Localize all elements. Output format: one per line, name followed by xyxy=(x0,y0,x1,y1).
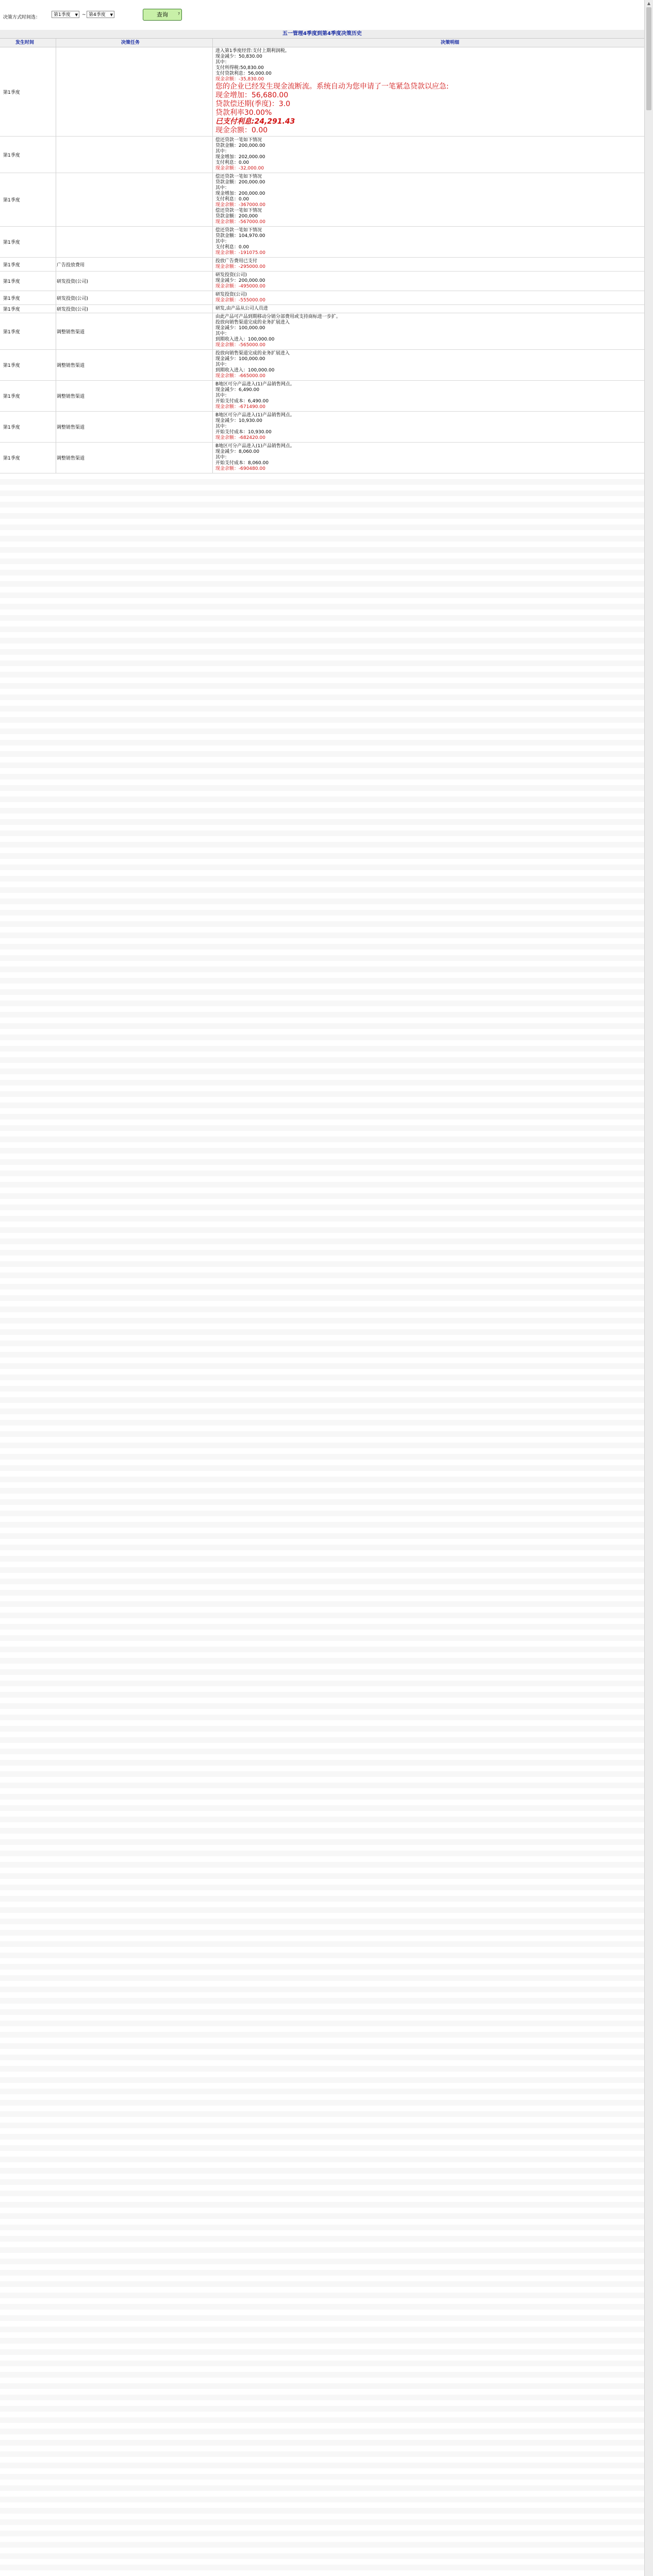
detail-line: B地区可分产品进入(1)产品销售网点。 xyxy=(215,382,295,387)
detail-line: 现金减少：8,060.00 xyxy=(215,449,260,454)
table-row xyxy=(0,258,644,272)
detail-line: 贷款金额：200,000 xyxy=(215,214,258,219)
detail-line: 支付利息：0.00 xyxy=(215,160,249,165)
detail-line: 现金余额：-191075.00 xyxy=(215,250,265,256)
table-title: 五一管理4季度到第4季度决策历史 xyxy=(0,30,644,39)
detail-line: 进入第1季度经营:支付上期利润税。 xyxy=(215,48,290,54)
detail-line: 其中： xyxy=(215,331,230,336)
detail-line: 已支付利息:24,291.43 xyxy=(215,117,295,126)
table-row xyxy=(0,47,644,137)
detail-line: 投放向销售渠道完成的业务扩展进入 xyxy=(215,351,290,356)
detail-line: 研发,由产品从公司人员进 xyxy=(215,306,268,311)
header-detail: 决策明细 xyxy=(441,40,460,45)
to-quarter-value: 第4季度 xyxy=(89,12,106,18)
row-detail xyxy=(213,291,644,304)
detail-line: 现金余额：-367000.00 xyxy=(215,202,265,208)
row-time: 第1季度 xyxy=(3,425,20,430)
row-detail xyxy=(213,47,644,136)
detail-line: 研发投资(公司) xyxy=(215,292,247,297)
detail-line: 其中： xyxy=(215,239,230,244)
row-detail xyxy=(213,258,644,271)
chevron-down-icon: ▼ xyxy=(110,13,113,17)
row-task xyxy=(57,173,211,226)
table-row xyxy=(0,412,644,443)
detail-line: 现金减少：6,490.00 xyxy=(215,387,260,393)
detail-line: 其中： xyxy=(215,149,230,154)
row-time: 第1季度 xyxy=(3,262,20,268)
from-quarter-select[interactable] xyxy=(52,11,79,18)
detail-line: 现金余额：-690480.00 xyxy=(215,466,265,471)
detail-line: 由此产品可产品到期移动分销分部费用或支持商标进一步扩。 xyxy=(215,314,341,319)
row-detail xyxy=(213,173,644,226)
from-quarter-value: 第1季度 xyxy=(54,12,71,18)
detail-line: 现金余额：-567000.00 xyxy=(215,219,265,225)
row-time: 第1季度 xyxy=(3,279,20,284)
row-task: 研发投资(公司) xyxy=(57,296,89,301)
detail-line: 投放广告费用已支付 xyxy=(215,259,258,264)
row-time: 第1季度 xyxy=(3,198,20,203)
row-task xyxy=(57,137,211,173)
row-task xyxy=(57,227,211,257)
detail-line: 投放向销售渠道完成的业务扩展进入 xyxy=(215,320,290,325)
decision-history-table xyxy=(0,30,644,2576)
detail-line: 现金余额：-35,830.00 xyxy=(215,77,264,82)
header-time: 发生时间 xyxy=(15,40,35,45)
row-time: 第1季度 xyxy=(3,90,20,95)
detail-line: 开始支付成本：10,930.00 xyxy=(215,430,272,435)
detail-line: 现金减少：200,000.00 xyxy=(215,278,265,283)
row-detail xyxy=(213,272,644,291)
detail-line: 其中： xyxy=(215,60,230,65)
detail-line: 支付利息：0.00 xyxy=(215,197,249,202)
row-task: 调整销售渠道 xyxy=(57,329,85,335)
detail-line: 到期收入进入：100,000.00 xyxy=(215,337,275,342)
detail-line: 贷款金额：200,000.00 xyxy=(215,143,265,148)
detail-line: 现金减少：10,930.00 xyxy=(215,418,262,423)
table-row xyxy=(0,305,644,313)
row-task: 调整销售渠道 xyxy=(57,394,85,399)
detail-line: 贷款偿还期(季度)：3.0 xyxy=(215,100,291,108)
row-detail xyxy=(213,227,644,257)
detail-line: 支付贷款利息：56,000.00 xyxy=(215,71,272,76)
detail-line: 现金余额：-565000.00 xyxy=(215,343,265,348)
table-row xyxy=(0,313,644,350)
row-detail xyxy=(213,412,644,442)
row-task: 调整销售渠道 xyxy=(57,456,85,461)
detail-line: 现金减少：100,000.00 xyxy=(215,326,265,331)
row-time: 第1季度 xyxy=(3,329,20,335)
query-toolbar xyxy=(0,0,644,24)
detail-line: 现金余额：-682420.00 xyxy=(215,435,265,440)
detail-line: 其中： xyxy=(215,185,230,191)
row-time: 第1季度 xyxy=(3,456,20,461)
row-detail xyxy=(213,305,644,313)
detail-line: 到期收入进入：100,000.00 xyxy=(215,368,275,373)
detail-line: 贷款利率30.00% xyxy=(215,109,272,117)
table-row xyxy=(0,173,644,227)
header-task: 决策任务 xyxy=(121,40,140,45)
detail-line: 偿还贷款一笔如下情况 xyxy=(215,138,262,143)
detail-line: 贷款金额：104,970.00 xyxy=(215,233,265,239)
row-task: 研发投资(公司) xyxy=(57,307,89,312)
detail-line: 其中： xyxy=(215,455,230,460)
row-task: 广告投放费用 xyxy=(57,262,85,268)
table-row xyxy=(0,137,644,173)
range-separator: ~ xyxy=(82,12,86,18)
table-row xyxy=(0,350,644,381)
detail-line: B地区可分产品进入(1)产品销售网点。 xyxy=(215,413,295,418)
row-detail xyxy=(213,381,644,411)
row-time: 第1季度 xyxy=(3,240,20,245)
row-detail xyxy=(213,137,644,173)
detail-line: 支付利息：0.00 xyxy=(215,245,249,250)
detail-line: 现金余额：-555000.00 xyxy=(215,298,265,303)
detail-line: 支付所得税:50,830.00 xyxy=(215,65,264,71)
row-detail xyxy=(213,443,644,473)
row-time: 第1季度 xyxy=(3,394,20,399)
row-time: 第1季度 xyxy=(3,152,20,158)
row-task: 调整销售渠道 xyxy=(57,363,85,368)
table-row xyxy=(0,381,644,412)
detail-line: 偿还贷款一笔如下情况 xyxy=(215,208,262,213)
detail-line: 现金余额：-671490.00 xyxy=(215,404,265,410)
row-detail xyxy=(213,313,644,349)
query-label: 决策方式时间选： xyxy=(3,15,41,20)
table-body-continued xyxy=(0,473,644,2576)
row-time: 第1季度 xyxy=(3,307,20,312)
row-task: 研发投资(公司) xyxy=(57,279,89,284)
detail-line: 现金增加：202,000.00 xyxy=(215,155,265,160)
row-task: 调整销售渠道 xyxy=(57,425,85,430)
to-quarter-select[interactable] xyxy=(87,11,114,18)
detail-line: 其中： xyxy=(215,393,230,398)
table-header xyxy=(0,39,644,47)
detail-line: 现金减少：100,000.00 xyxy=(215,357,265,362)
detail-line: 现金余额：-665000.00 xyxy=(215,374,265,379)
detail-line: 现金余额：-32,000.00 xyxy=(215,166,264,171)
row-task xyxy=(57,47,211,136)
table-body xyxy=(0,47,644,2576)
detail-line: 研发投资(公司) xyxy=(215,273,247,278)
query-button-sup: ? xyxy=(178,12,180,16)
detail-line: 现金余额：-495000.00 xyxy=(215,284,265,289)
chevron-down-icon: ▼ xyxy=(75,13,78,17)
detail-line: 偿还贷款一笔如下情况 xyxy=(215,174,262,179)
detail-line: 开始支付成本：6,490.00 xyxy=(215,399,269,404)
vertical-scrollbar[interactable] xyxy=(644,0,653,2576)
detail-line: 其中： xyxy=(215,424,230,429)
detail-line: 偿还贷款一笔如下情况 xyxy=(215,228,262,233)
detail-line: 现金余额：0.00 xyxy=(215,126,268,134)
row-detail xyxy=(213,350,644,380)
detail-line: 您的企业已经发生现金流断流。系统自动为您申请了一笔紧急贷款以应急: xyxy=(215,82,449,91)
row-time: 第1季度 xyxy=(3,296,20,301)
detail-line: 贷款金额：200,000.00 xyxy=(215,180,265,185)
table-row xyxy=(0,291,644,305)
detail-line: 现金余额：-295000.00 xyxy=(215,264,265,269)
detail-line: 现金增加：56,680.00 xyxy=(215,91,289,99)
detail-line: 现金减少：50,830.00 xyxy=(215,54,262,59)
detail-line: 现金增加：200,000.00 xyxy=(215,191,265,196)
detail-line: B地区可分产品进入(1)产品销售网点。 xyxy=(215,444,295,449)
table-row xyxy=(0,443,644,473)
detail-line: 开始支付成本：8,060.00 xyxy=(215,461,269,466)
query-button-label: 查询 xyxy=(157,11,168,18)
scrollbar-thumb[interactable] xyxy=(646,7,651,110)
detail-line: 其中： xyxy=(215,362,230,367)
table-row xyxy=(0,227,644,258)
table-row xyxy=(0,272,644,291)
row-time: 第1季度 xyxy=(3,363,20,368)
query-button[interactable] xyxy=(143,9,182,21)
scroll-up-icon[interactable]: ▲ xyxy=(647,1,651,6)
